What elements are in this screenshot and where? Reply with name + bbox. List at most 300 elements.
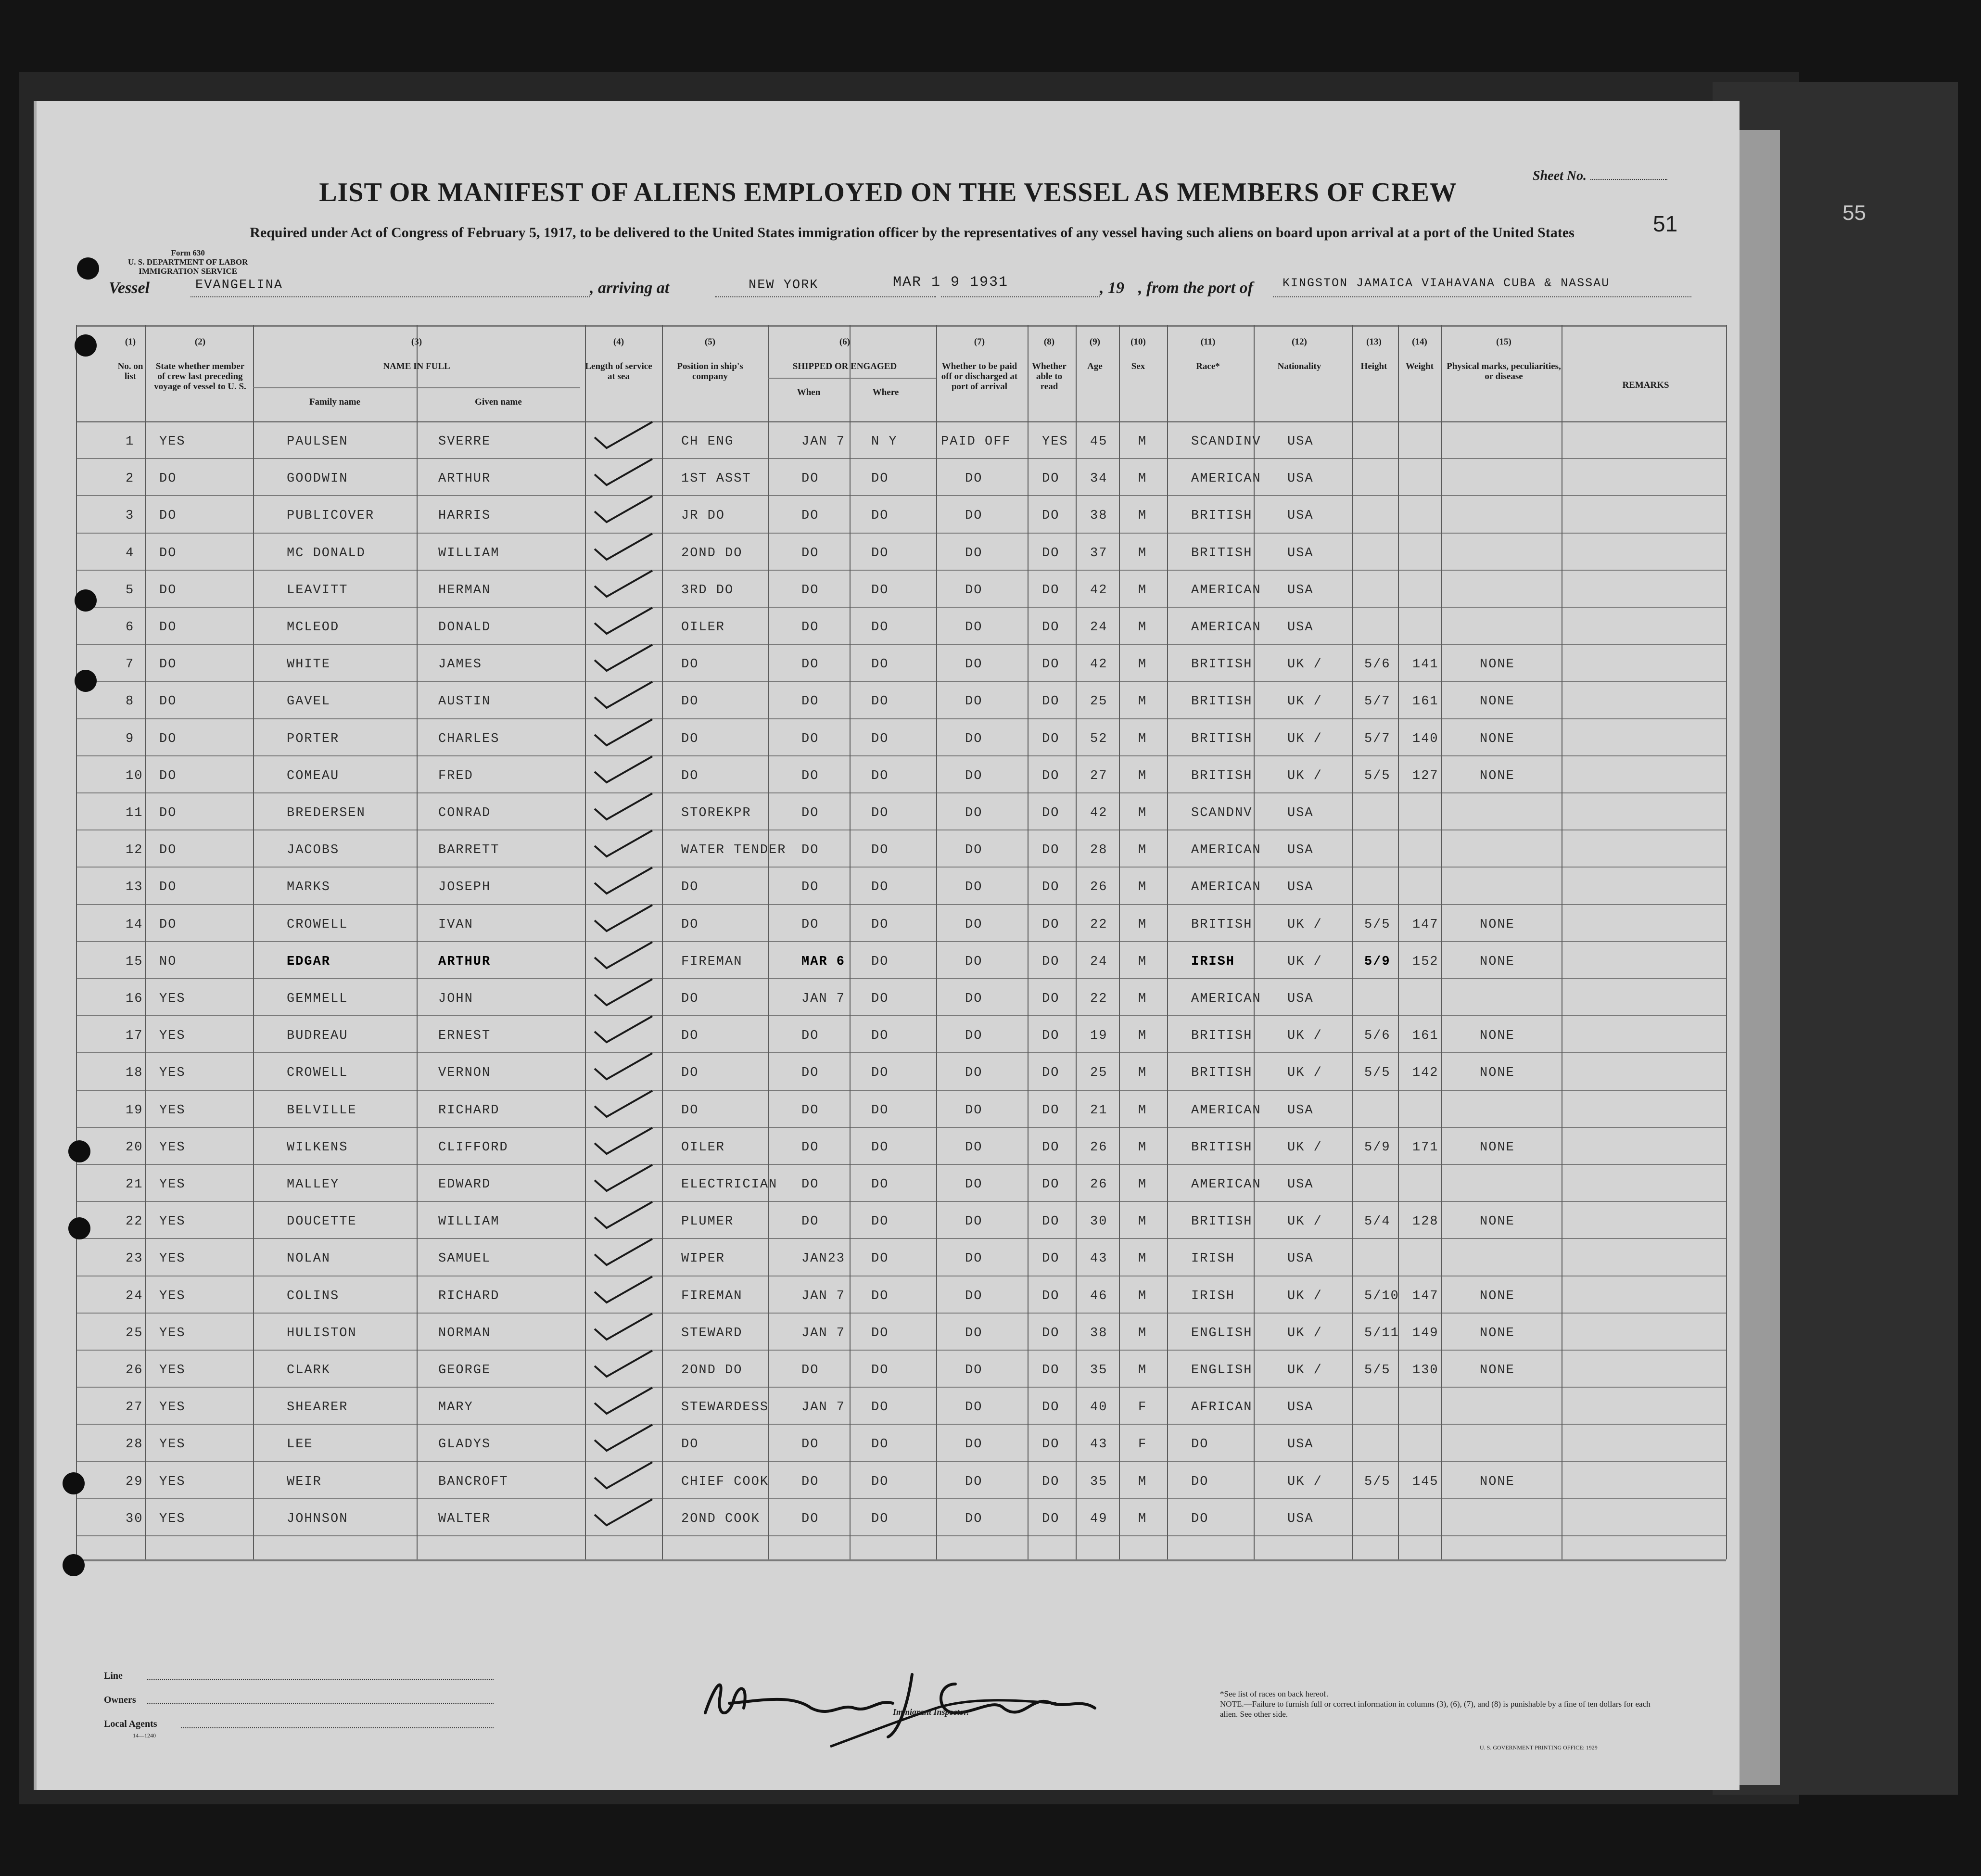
cell-family-name: CROWELL — [287, 1066, 348, 1081]
cell-nationality: UK / — [1287, 1326, 1322, 1340]
cell-position: OILER — [681, 1140, 725, 1155]
cell-previous-voyage: DO — [159, 843, 177, 858]
service-checkmark — [590, 975, 657, 1009]
cell-position: 3RD DO — [681, 583, 734, 598]
cell-row-number: 11 — [126, 806, 143, 820]
cell-given-name: ARTHUR — [438, 472, 491, 486]
service-checkmark — [590, 1273, 657, 1306]
cell-physical-marks: NONE — [1480, 1474, 1515, 1489]
cell-able-to-read: DO — [1042, 620, 1060, 635]
cell-sex: M — [1138, 620, 1147, 635]
cell-position: DO — [681, 1437, 699, 1452]
cell-nationality: UK / — [1287, 1214, 1322, 1229]
cell-family-name: BREDERSEN — [287, 806, 366, 820]
service-checkmark — [590, 715, 657, 749]
cell-sex: F — [1138, 1437, 1147, 1452]
cell-paid-off: DO — [965, 1326, 983, 1340]
cell-previous-voyage: DO — [159, 509, 177, 523]
cell-paid-off: DO — [965, 992, 983, 1006]
cell-previous-voyage: YES — [159, 1029, 186, 1044]
penalty-note: NOTE.—Failure to furnish full or correct information in columns (3), (6), (7), and (8) is punishable by a fine of ten dollars for each alien. See other side. — [1220, 1699, 1651, 1719]
cell-family-name: CLARK — [287, 1363, 331, 1378]
cell-able-to-read: DO — [1042, 1066, 1060, 1081]
service-checkmark — [590, 492, 657, 526]
cell-shipped-where: DO — [871, 509, 889, 523]
cell-shipped-when: DO — [801, 1177, 819, 1192]
cell-physical-marks: NONE — [1480, 731, 1515, 746]
service-checkmark — [590, 1087, 657, 1121]
col-header-name: (3) NAME IN FULL — [383, 337, 450, 371]
cell-age: 46 — [1090, 1289, 1108, 1303]
cell-position: STEWARDESS — [681, 1400, 769, 1415]
cell-given-name: VERNON — [438, 1066, 491, 1081]
cell-race: BRITISH — [1191, 768, 1253, 783]
cell-shipped-when: DO — [801, 1474, 819, 1489]
cell-position: DO — [681, 768, 699, 783]
cell-weight: 127 — [1412, 768, 1439, 783]
cell-sex: M — [1138, 1029, 1147, 1044]
cell-paid-off: DO — [965, 843, 983, 858]
cell-paid-off: DO — [965, 657, 983, 672]
service-checkmark — [590, 790, 657, 823]
cell-paid-off: DO — [965, 1140, 983, 1155]
cell-able-to-read: DO — [1042, 472, 1060, 486]
cell-age: 30 — [1090, 1214, 1108, 1229]
cell-previous-voyage: YES — [159, 1214, 186, 1229]
cell-given-name: HERMAN — [438, 583, 491, 598]
cell-row-number: 28 — [126, 1437, 143, 1452]
cell-family-name: PUBLICOVER — [287, 509, 375, 523]
cell-nationality: UK / — [1287, 1140, 1322, 1155]
service-checkmark — [590, 1235, 657, 1269]
cell-shipped-when: DO — [801, 1066, 819, 1081]
form-notes — [1220, 1689, 1663, 1719]
cell-nationality: UK / — [1287, 1363, 1322, 1378]
cell-race: DO — [1191, 1511, 1209, 1526]
voyage-line — [109, 274, 1696, 303]
cell-shipped-when: DO — [801, 509, 819, 523]
cell-shipped-when: DO — [801, 1103, 819, 1118]
cell-able-to-read: DO — [1042, 954, 1060, 969]
cell-row-number: 27 — [126, 1400, 143, 1415]
cell-age: 26 — [1090, 1140, 1108, 1155]
cell-row-number: 26 — [126, 1363, 143, 1378]
cell-shipped-when: DO — [801, 583, 819, 598]
cell-given-name: BARRETT — [438, 843, 500, 858]
cell-weight: 149 — [1412, 1326, 1439, 1340]
service-checkmark — [590, 455, 657, 489]
cell-age: 35 — [1090, 1474, 1108, 1489]
cell-row-number: 21 — [126, 1177, 143, 1192]
cell-previous-voyage: YES — [159, 1363, 186, 1378]
service-checkmark — [590, 678, 657, 712]
cell-race: IRISH — [1191, 1289, 1235, 1303]
cell-age: 40 — [1090, 1400, 1108, 1415]
cell-family-name: BUDREAU — [287, 1029, 348, 1044]
cell-position: ELECTRICIAN — [681, 1177, 778, 1192]
cell-shipped-when: JAN 7 — [801, 992, 846, 1006]
col-header-position: (5) Position in ship's company — [677, 337, 743, 382]
service-checkmark — [590, 1198, 657, 1232]
cell-weight: 145 — [1412, 1474, 1439, 1489]
cell-weight: 152 — [1412, 954, 1439, 969]
cell-sex: M — [1138, 657, 1147, 672]
cell-height: 5/9 — [1364, 954, 1391, 969]
cell-race: SCANDINV — [1191, 434, 1261, 449]
cell-shipped-when: DO — [801, 1437, 819, 1452]
cell-shipped-where: DO — [871, 583, 889, 598]
cell-shipped-where: DO — [871, 1140, 889, 1155]
cell-sex: M — [1138, 1474, 1147, 1489]
cell-paid-off: DO — [965, 694, 983, 709]
cell-family-name: WHITE — [287, 657, 331, 672]
cell-physical-marks: NONE — [1480, 1363, 1515, 1378]
cell-physical-marks: NONE — [1480, 917, 1515, 932]
col-header-service-length: (4) Length of service at sea — [585, 337, 652, 382]
year-label: , 19 — [1100, 279, 1124, 297]
cell-given-name: CLIFFORD — [438, 1140, 508, 1155]
cell-previous-voyage: YES — [159, 1177, 186, 1192]
service-checkmark — [590, 418, 657, 452]
cell-position: DO — [681, 1103, 699, 1118]
cell-height: 5/6 — [1364, 657, 1391, 672]
cell-paid-off: DO — [965, 1437, 983, 1452]
cell-age: 21 — [1090, 1103, 1108, 1118]
cell-given-name: DONALD — [438, 620, 491, 635]
cell-family-name: JACOBS — [287, 843, 340, 858]
cell-given-name: BANCROFT — [438, 1474, 508, 1489]
cell-race: BRITISH — [1191, 657, 1253, 672]
cell-paid-off: DO — [965, 1400, 983, 1415]
cell-weight: 142 — [1412, 1066, 1439, 1081]
cell-family-name: MARKS — [287, 880, 331, 895]
cell-position: CHIEF COOK — [681, 1474, 769, 1489]
cell-family-name: SHEARER — [287, 1400, 348, 1415]
cell-race: BRITISH — [1191, 694, 1253, 709]
cell-physical-marks: NONE — [1480, 1326, 1515, 1340]
cell-family-name: LEE — [287, 1437, 313, 1452]
cell-sex: M — [1138, 917, 1147, 932]
cell-nationality: UK / — [1287, 731, 1322, 746]
cell-nationality: USA — [1287, 546, 1314, 561]
cell-nationality: UK / — [1287, 917, 1322, 932]
cell-paid-off: DO — [965, 880, 983, 895]
cell-sex: M — [1138, 472, 1147, 486]
cell-position: CH ENG — [681, 434, 734, 449]
cell-nationality: UK / — [1287, 1474, 1322, 1489]
cell-nationality: UK / — [1287, 657, 1322, 672]
cell-sex: M — [1138, 806, 1147, 820]
cell-family-name: GOODWIN — [287, 472, 348, 486]
cell-row-number: 29 — [126, 1474, 143, 1489]
cell-age: 43 — [1090, 1437, 1108, 1452]
cell-family-name: MCLEOD — [287, 620, 340, 635]
race-note: *See list of races on back hereof. — [1220, 1689, 1329, 1698]
cell-able-to-read: DO — [1042, 1363, 1060, 1378]
cell-family-name: COLINS — [287, 1289, 340, 1303]
cell-nationality: USA — [1287, 1177, 1314, 1192]
cell-shipped-where: DO — [871, 1029, 889, 1044]
cell-position: WATER TENDER — [681, 843, 787, 858]
cell-height: 5/4 — [1364, 1214, 1391, 1229]
cell-nationality: USA — [1287, 434, 1314, 449]
service-checkmark — [590, 567, 657, 600]
cell-paid-off: DO — [965, 472, 983, 486]
cell-row-number: 24 — [126, 1289, 143, 1303]
cell-nationality: USA — [1287, 620, 1314, 635]
cell-previous-voyage: NO — [159, 954, 177, 969]
vessel-name: EVANGELINA — [195, 278, 283, 293]
cell-weight: 130 — [1412, 1363, 1439, 1378]
cell-previous-voyage: DO — [159, 694, 177, 709]
cell-sex: M — [1138, 731, 1147, 746]
cell-nationality: UK / — [1287, 694, 1322, 709]
cell-sex: M — [1138, 694, 1147, 709]
cell-able-to-read: DO — [1042, 1140, 1060, 1155]
cell-height: 5/5 — [1364, 1066, 1391, 1081]
owners-label: Owners — [104, 1695, 136, 1705]
cell-sex: M — [1138, 1177, 1147, 1192]
cell-given-name: WILLIAM — [438, 1214, 500, 1229]
cell-age: 26 — [1090, 1177, 1108, 1192]
cell-physical-marks: NONE — [1480, 1029, 1515, 1044]
cell-sex: M — [1138, 1511, 1147, 1526]
cell-weight: 147 — [1412, 917, 1439, 932]
service-checkmark — [590, 1012, 657, 1046]
cell-nationality: USA — [1287, 843, 1314, 858]
service-name: IMMIGRATION SERVICE — [139, 267, 237, 276]
document-title: LIST OR MANIFEST OF ALIENS EMPLOYED ON THE VESSEL AS MEMBERS OF CREW — [319, 178, 1457, 207]
cell-weight: 171 — [1412, 1140, 1439, 1155]
cell-nationality: USA — [1287, 1103, 1314, 1118]
cell-weight: 141 — [1412, 657, 1439, 672]
page-number: 51 — [1653, 211, 1678, 236]
cell-row-number: 1 — [126, 434, 135, 449]
cell-shipped-where: DO — [871, 1437, 889, 1452]
cell-row-number: 25 — [126, 1326, 143, 1340]
service-checkmark — [590, 1049, 657, 1083]
cell-previous-voyage: YES — [159, 1140, 186, 1155]
cell-row-number: 10 — [126, 768, 143, 783]
cell-nationality: USA — [1287, 1511, 1314, 1526]
cell-able-to-read: DO — [1042, 1103, 1060, 1118]
cell-given-name: RICHARD — [438, 1289, 500, 1303]
cell-position: DO — [681, 1029, 699, 1044]
cell-given-name: JAMES — [438, 657, 483, 672]
cell-physical-marks: NONE — [1480, 954, 1515, 969]
col-header-nationality: (12) Nationality — [1277, 337, 1321, 371]
cell-shipped-where: DO — [871, 1289, 889, 1303]
cell-sex: F — [1138, 1400, 1147, 1415]
col-header-paid-off: (7) Whether to be paid off or discharged at port of arrival — [941, 337, 1018, 392]
cell-race: BRITISH — [1191, 546, 1253, 561]
cell-nationality: UK / — [1287, 1029, 1322, 1044]
service-checkmark — [590, 901, 657, 935]
cell-race: ENGLISH — [1191, 1326, 1253, 1340]
cell-paid-off: DO — [965, 731, 983, 746]
cell-age: 38 — [1090, 1326, 1108, 1340]
cell-paid-off: DO — [965, 1177, 983, 1192]
cell-row-number: 4 — [126, 546, 135, 561]
line-label: Line — [104, 1671, 123, 1681]
cell-shipped-where: DO — [871, 1326, 889, 1340]
cell-given-name: CONRAD — [438, 806, 491, 820]
cell-given-name: GLADYS — [438, 1437, 491, 1452]
cell-shipped-where: DO — [871, 768, 889, 783]
cell-position: 2OND DO — [681, 1363, 743, 1378]
col-header-previous-voyage: (2) State whether member of crew last preceding voyage of vessel to U. S. — [154, 337, 246, 392]
cell-age: 52 — [1090, 731, 1108, 746]
arrival-date: MAR 1 9 1931 — [893, 274, 1009, 291]
cell-shipped-where: DO — [871, 620, 889, 635]
cell-paid-off: DO — [965, 806, 983, 820]
cell-age: 42 — [1090, 657, 1108, 672]
cell-physical-marks: NONE — [1480, 1289, 1515, 1303]
cell-age: 37 — [1090, 546, 1108, 561]
cell-row-number: 16 — [126, 992, 143, 1006]
cell-age: 35 — [1090, 1363, 1108, 1378]
cell-height: 5/5 — [1364, 768, 1391, 783]
cell-family-name: COMEAU — [287, 768, 340, 783]
cell-paid-off: DO — [965, 1289, 983, 1303]
cell-family-name: BELVILLE — [287, 1103, 357, 1118]
cell-height: 5/10 — [1364, 1289, 1399, 1303]
cell-paid-off: DO — [965, 954, 983, 969]
cell-able-to-read: DO — [1042, 509, 1060, 523]
cell-able-to-read: DO — [1042, 1029, 1060, 1044]
cell-row-number: 22 — [126, 1214, 143, 1229]
cell-previous-voyage: DO — [159, 731, 177, 746]
cell-given-name: NORMAN — [438, 1326, 491, 1340]
punch-hole — [75, 589, 97, 612]
cell-able-to-read: DO — [1042, 546, 1060, 561]
cell-row-number: 7 — [126, 657, 135, 672]
cell-sex: M — [1138, 1103, 1147, 1118]
cell-weight: 147 — [1412, 1289, 1439, 1303]
cell-row-number: 20 — [126, 1140, 143, 1155]
service-checkmark — [590, 1124, 657, 1158]
cell-sex: M — [1138, 509, 1147, 523]
cell-previous-voyage: YES — [159, 1066, 186, 1081]
cell-age: 34 — [1090, 472, 1108, 486]
col-header-race: (11) Race* — [1196, 337, 1220, 371]
cell-position: 2OND COOK — [681, 1511, 760, 1526]
cell-race: AMERICAN — [1191, 583, 1261, 598]
cell-previous-voyage: DO — [159, 806, 177, 820]
cell-able-to-read: DO — [1042, 917, 1060, 932]
cell-sex: M — [1138, 843, 1147, 858]
cell-row-number: 6 — [126, 620, 135, 635]
cell-paid-off: DO — [965, 1511, 983, 1526]
cell-nationality: USA — [1287, 1251, 1314, 1266]
cell-position: 2OND DO — [681, 546, 743, 561]
cell-race: BRITISH — [1191, 509, 1253, 523]
cell-age: 25 — [1090, 694, 1108, 709]
cell-family-name: GEMMELL — [287, 992, 348, 1006]
cell-weight: 161 — [1412, 1029, 1439, 1044]
local-agents-label: Local Agents — [104, 1719, 157, 1729]
cell-shipped-when: DO — [801, 1029, 819, 1044]
col-header-weight: (14) Weight — [1405, 337, 1434, 371]
cell-able-to-read: DO — [1042, 806, 1060, 820]
col-header-sex: (10) Sex — [1130, 337, 1146, 371]
cell-family-name: PORTER — [287, 731, 340, 746]
cell-able-to-read: DO — [1042, 1251, 1060, 1266]
cell-shipped-when: DO — [801, 917, 819, 932]
cell-shipped-when: JAN23 — [801, 1251, 846, 1266]
cell-shipped-where: DO — [871, 546, 889, 561]
cell-able-to-read: DO — [1042, 1289, 1060, 1303]
cell-position: FIREMAN — [681, 954, 743, 969]
cell-race: AMERICAN — [1191, 472, 1261, 486]
cell-given-name: SVERRE — [438, 434, 491, 449]
cell-nationality: USA — [1287, 1400, 1314, 1415]
cell-age: 26 — [1090, 880, 1108, 895]
cell-position: OILER — [681, 620, 725, 635]
cell-physical-marks: NONE — [1480, 657, 1515, 672]
cell-given-name: CHARLES — [438, 731, 500, 746]
cell-shipped-when: DO — [801, 546, 819, 561]
cell-weight: 161 — [1412, 694, 1439, 709]
service-checkmark — [590, 641, 657, 675]
cell-age: 24 — [1090, 620, 1108, 635]
cell-shipped-when: DO — [801, 768, 819, 783]
cell-position: DO — [681, 880, 699, 895]
cell-row-number: 17 — [126, 1029, 143, 1044]
col-header-when: When — [797, 387, 821, 397]
cell-shipped-where: DO — [871, 1400, 889, 1415]
col-header-remarks: REMARKS — [1622, 380, 1669, 390]
cell-shipped-when: DO — [801, 694, 819, 709]
cell-paid-off: DO — [965, 1066, 983, 1081]
cell-nationality: USA — [1287, 509, 1314, 523]
cell-paid-off: DO — [965, 768, 983, 783]
cell-previous-voyage: YES — [159, 1437, 186, 1452]
cell-shipped-where: DO — [871, 472, 889, 486]
cell-weight: 140 — [1412, 731, 1439, 746]
cell-able-to-read: DO — [1042, 731, 1060, 746]
cell-able-to-read: DO — [1042, 1214, 1060, 1229]
cell-able-to-read: DO — [1042, 657, 1060, 672]
cell-position: DO — [681, 731, 699, 746]
cell-shipped-where: DO — [871, 1474, 889, 1489]
cell-sex: M — [1138, 1289, 1147, 1303]
punch-hole — [75, 670, 97, 692]
cell-able-to-read: DO — [1042, 1511, 1060, 1526]
col-header-age: (9) Age — [1087, 337, 1103, 371]
form-identifier — [128, 248, 248, 276]
cell-family-name: JOHNSON — [287, 1511, 348, 1526]
cell-shipped-when: DO — [801, 880, 819, 895]
cell-sex: M — [1138, 583, 1147, 598]
arriving-label: , arriving at — [590, 279, 670, 297]
cell-previous-voyage: YES — [159, 1251, 186, 1266]
cell-height: 5/5 — [1364, 1474, 1391, 1489]
cell-previous-voyage: YES — [159, 1511, 186, 1526]
cell-paid-off: DO — [965, 1474, 983, 1489]
cell-shipped-where: N Y — [871, 434, 898, 449]
cell-shipped-where: DO — [871, 992, 889, 1006]
cell-family-name: PAULSEN — [287, 434, 348, 449]
cell-height: 5/7 — [1364, 694, 1391, 709]
sheet-number-field: Sheet No. — [1533, 168, 1667, 184]
cell-race: DO — [1191, 1437, 1209, 1452]
cell-given-name: IVAN — [438, 917, 473, 932]
cell-row-number: 18 — [126, 1066, 143, 1081]
cell-row-number: 14 — [126, 917, 143, 932]
cell-sex: M — [1138, 1066, 1147, 1081]
cell-able-to-read: DO — [1042, 880, 1060, 895]
